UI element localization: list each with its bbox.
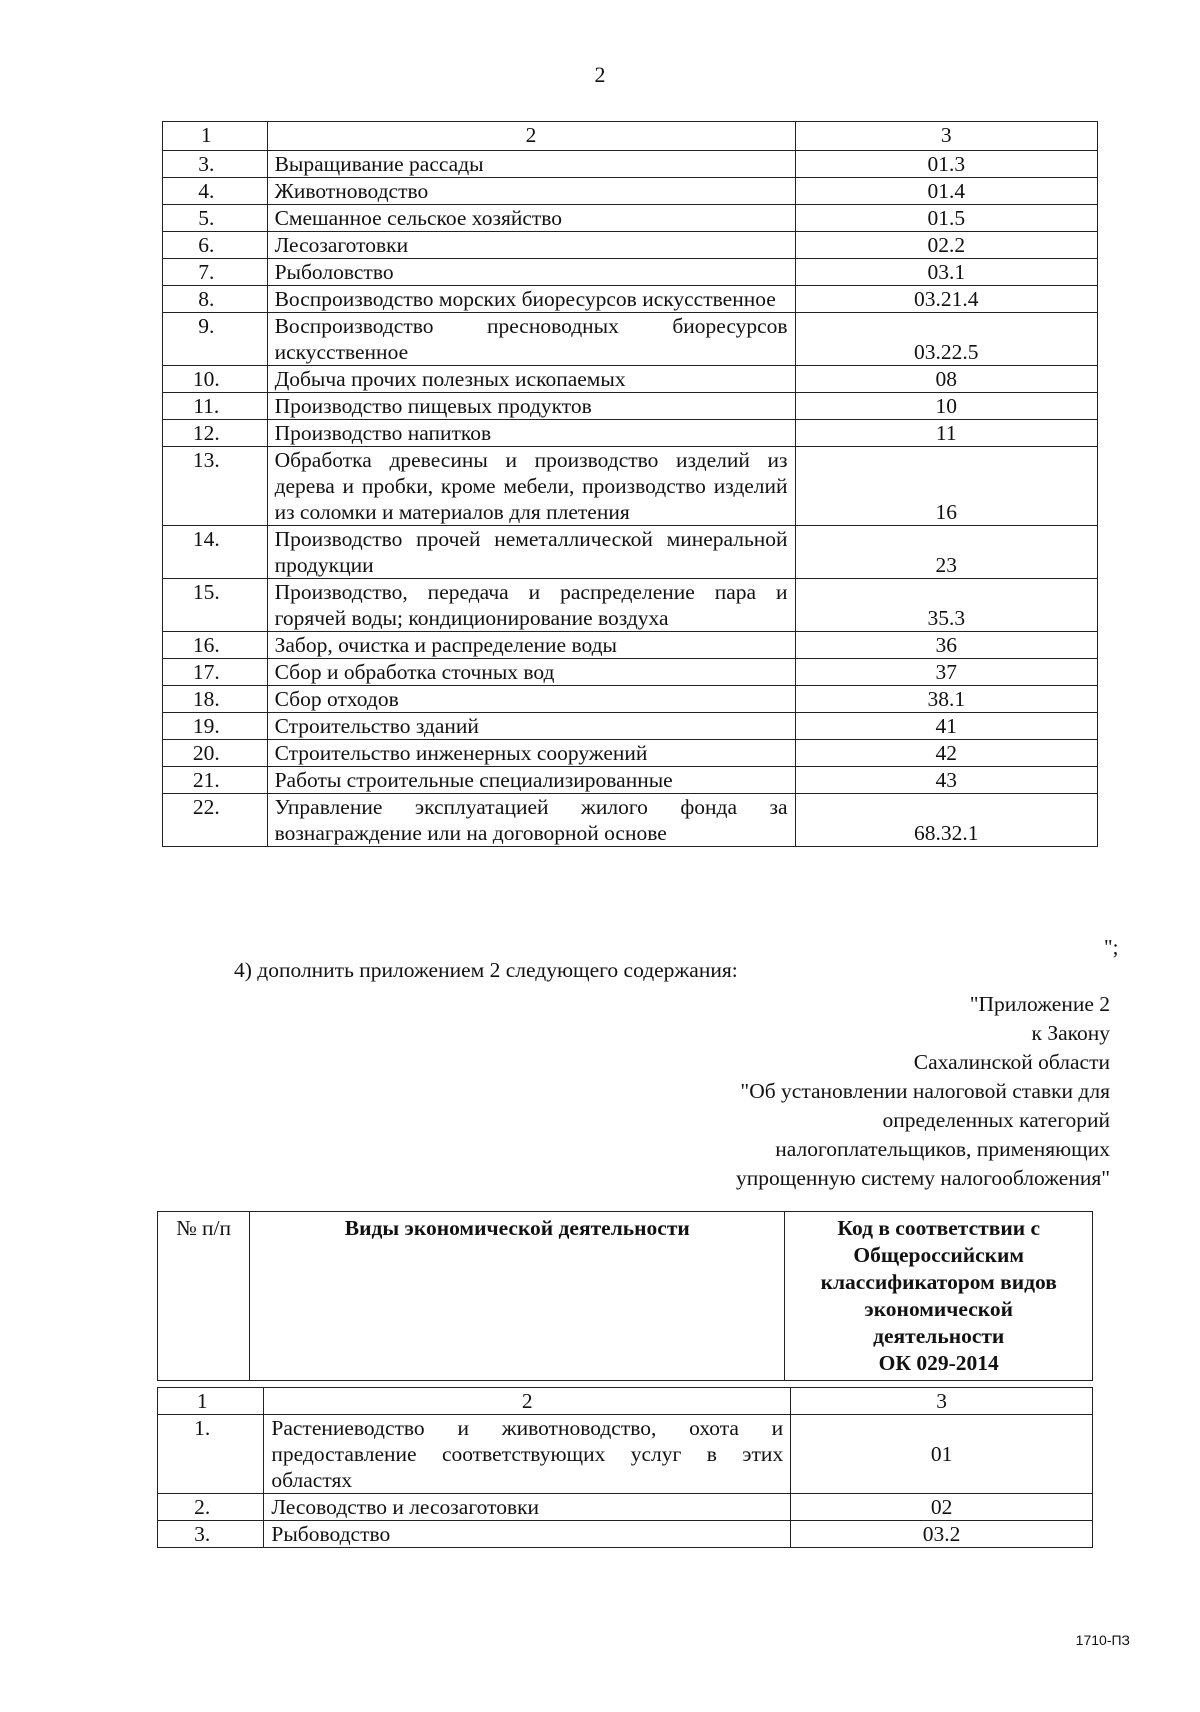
okved-code: 10 (795, 393, 1097, 420)
table-header-row (163, 122, 1098, 151)
row-number: 6. (163, 232, 268, 259)
row-number: 22. (163, 794, 268, 847)
okved-code: 03.2 (791, 1521, 1093, 1548)
okved-code: 36 (795, 632, 1097, 659)
table-row (163, 178, 1098, 205)
col-activity-header: Виды экономической деятельности (250, 1212, 785, 1381)
code-header-line: ОК 029-2014 (878, 1351, 999, 1375)
row-number: 2. (158, 1494, 264, 1521)
row-number: 13. (163, 447, 268, 526)
activity-name: Обработка древесины и производство изделий из дерева и пробки, кроме мебели, производство изделий из соломки и материалов для плетения (267, 447, 795, 526)
okved-code: 42 (795, 740, 1097, 767)
code-header-line: деятельности (873, 1324, 1005, 1348)
okved-code: 03.1 (795, 259, 1097, 286)
activity-name: Лесоводство и лесозаготовки (264, 1494, 791, 1521)
activity-name: Производство, передача и распределение пара и горячей воды; кондиционирование воздуха (267, 579, 795, 632)
okved-code: 03.21.4 (795, 286, 1097, 313)
okved-code: 23 (795, 526, 1097, 579)
activity-name: Строительство зданий (267, 713, 795, 740)
okved-code: 35.3 (795, 579, 1097, 632)
okved-code: 01.4 (795, 178, 1097, 205)
table-row (163, 393, 1098, 420)
activity-name: Рыболовство (267, 259, 795, 286)
table-row (163, 767, 1098, 794)
appendix-line: к Закону (1031, 1021, 1110, 1045)
activity-name: Воспроизводство пресноводных биоресурсов искусственное (267, 313, 795, 366)
activity-name: Воспроизводство морских биоресурсов искусственное (267, 286, 795, 313)
table-row (163, 794, 1098, 847)
table-row (163, 286, 1098, 313)
okved-code: 38.1 (795, 686, 1097, 713)
row-number: 3. (163, 151, 268, 178)
table-row (158, 1521, 1093, 1548)
row-number: 15. (163, 579, 268, 632)
table-header-row (158, 1388, 1093, 1415)
row-number: 12. (163, 420, 268, 447)
table-row (163, 686, 1098, 713)
header-col-3: 3 (795, 122, 1097, 151)
row-number: 8. (163, 286, 268, 313)
table-row (163, 632, 1098, 659)
code-header-line: Код в соответствии с (837, 1216, 1041, 1240)
table-row (163, 579, 1098, 632)
table-row (163, 259, 1098, 286)
activity-name: Забор, очистка и распределение воды (267, 632, 795, 659)
activity-name: Сбор отходов (267, 686, 795, 713)
row-number: 16. (163, 632, 268, 659)
activity-name: Рыбоводство (264, 1521, 791, 1548)
row-number: 14. (163, 526, 268, 579)
okved-code: 16 (795, 447, 1097, 526)
row-number: 21. (163, 767, 268, 794)
okved-code: 11 (795, 420, 1097, 447)
table-row (163, 526, 1098, 579)
table-row (163, 447, 1098, 526)
row-number: 7. (163, 259, 268, 286)
activity-name: Лесозаготовки (267, 232, 795, 259)
closing-quote: "; (1104, 935, 1119, 959)
activity-name: Животноводство (267, 178, 795, 205)
code-header-line: экономической (864, 1297, 1014, 1321)
table-row (158, 1494, 1093, 1521)
table-row (163, 205, 1098, 232)
item-4-text: 4) дополнить приложением 2 следующего содержания: (234, 958, 738, 982)
row-number: 19. (163, 713, 268, 740)
header-col-2: 2 (264, 1388, 791, 1415)
page-number: 2 (594, 62, 606, 87)
table-row (163, 740, 1098, 767)
appendix-line: упрощенную систему налогообложения" (736, 1166, 1110, 1190)
code-header-line: Общероссийским (853, 1243, 1025, 1267)
activity-name: Строительство инженерных сооружений (267, 740, 795, 767)
appendix-line: "Приложение 2 (969, 992, 1110, 1016)
col-number-header: № п/п (158, 1212, 250, 1381)
okved-code: 08 (795, 366, 1097, 393)
okved-code: 02.2 (795, 232, 1097, 259)
table-row (163, 420, 1098, 447)
activity-name: Производство прочей неметаллической минеральной продукции (267, 526, 795, 579)
table-row (163, 232, 1098, 259)
header-col-1: 1 (158, 1388, 264, 1415)
row-number: 17. (163, 659, 268, 686)
code-header-line: классификатором видов (820, 1270, 1057, 1294)
header-col-3: 3 (791, 1388, 1093, 1415)
activity-name: Производство напитков (267, 420, 795, 447)
table-row (163, 313, 1098, 366)
row-number: 20. (163, 740, 268, 767)
okved-code: 03.22.5 (795, 313, 1097, 366)
okved-code: 43 (795, 767, 1097, 794)
appendix-table-header (157, 1211, 1093, 1381)
row-number: 9. (163, 313, 268, 366)
activity-name: Выращивание рассады (267, 151, 795, 178)
table-row (163, 366, 1098, 393)
appendix-line: налогоплательщиков, применяющих (775, 1137, 1110, 1161)
okved-code: 01.5 (795, 205, 1097, 232)
appendix-header (510, 990, 1110, 1193)
activity-name: Работы строительные специализированные (267, 767, 795, 794)
activity-name: Смешанное сельское хозяйство (267, 205, 795, 232)
activities-table-continued (162, 121, 1098, 847)
table-row (163, 713, 1098, 740)
okved-code: 37 (795, 659, 1097, 686)
appendix-line: Сахалинской области (913, 1050, 1110, 1074)
activity-name: Сбор и обработка сточных вод (267, 659, 795, 686)
activity-name: Управление эксплуатацией жилого фонда за вознаграждение или на договорной основе (267, 794, 795, 847)
activity-name: Производство пищевых продуктов (267, 393, 795, 420)
appendix-line: определенных категорий (882, 1108, 1110, 1132)
appendix-line: "Об установлении налоговой ставки для (740, 1079, 1110, 1103)
row-number: 18. (163, 686, 268, 713)
table-row (158, 1415, 1093, 1494)
okved-code: 01.3 (795, 151, 1097, 178)
okved-code: 02 (791, 1494, 1093, 1521)
document-code: 1710-ПЗ (1075, 1632, 1130, 1648)
okved-code: 41 (795, 713, 1097, 740)
okved-code: 68.32.1 (795, 794, 1097, 847)
header-col-1: 1 (163, 122, 268, 151)
okved-code: 01 (791, 1415, 1093, 1494)
row-number: 10. (163, 366, 268, 393)
row-number: 3. (158, 1521, 264, 1548)
activity-name: Растениеводство и животноводство, охота и предоставление соответствующих услуг в этих областях (264, 1415, 791, 1494)
table-row (163, 151, 1098, 178)
row-number: 1. (158, 1415, 264, 1494)
appendix-table (157, 1387, 1093, 1548)
table-row (163, 659, 1098, 686)
row-number: 4. (163, 178, 268, 205)
row-number: 5. (163, 205, 268, 232)
header-col-2: 2 (267, 122, 795, 151)
activity-name: Добыча прочих полезных ископаемых (267, 366, 795, 393)
table-header-row (158, 1212, 1093, 1381)
col-code-header (785, 1212, 1093, 1381)
row-number: 11. (163, 393, 268, 420)
